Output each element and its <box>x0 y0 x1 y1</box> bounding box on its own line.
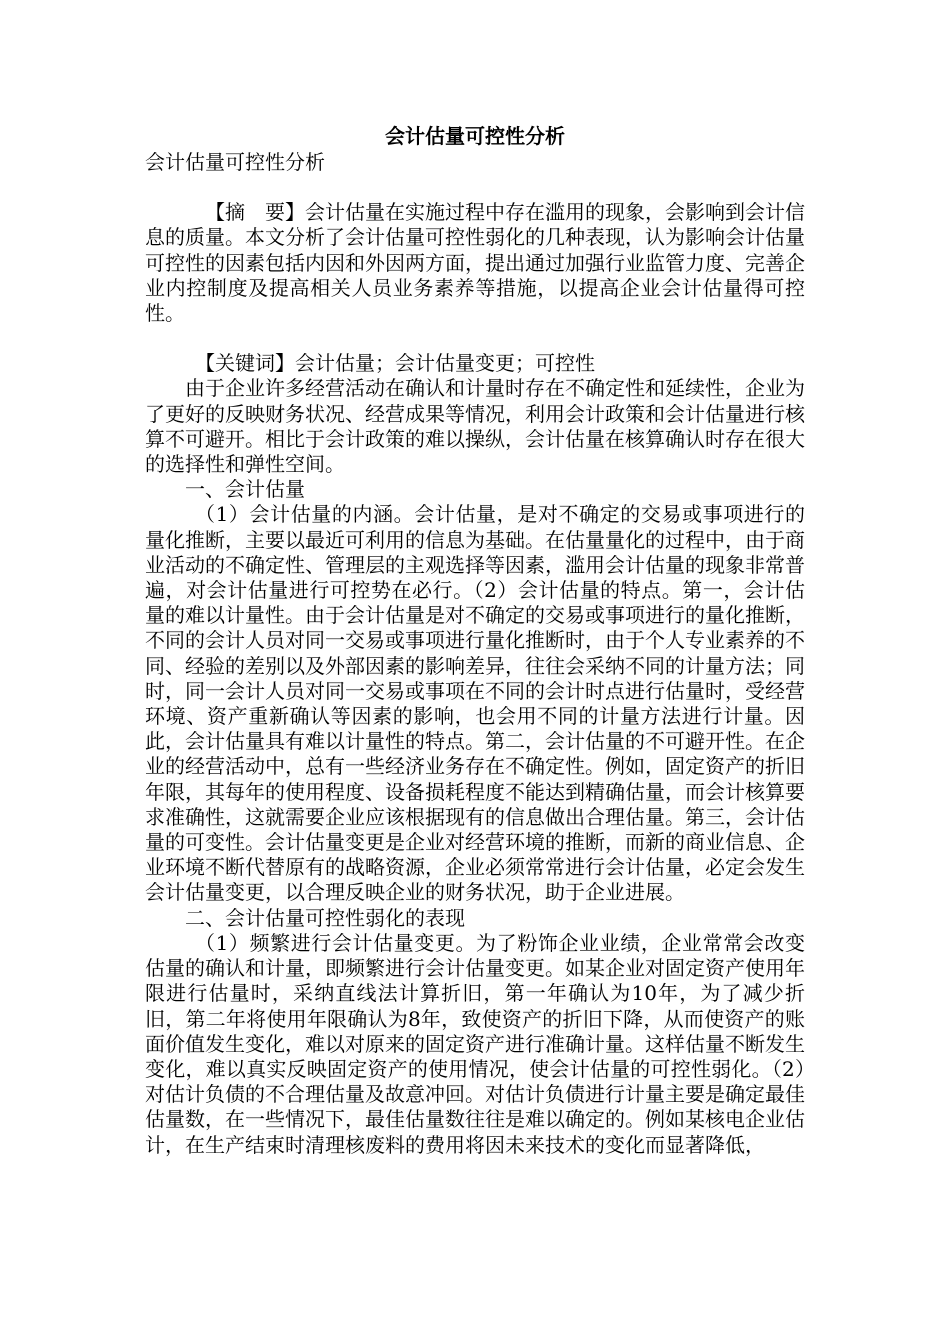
keywords-paragraph: 【关键词】会计估量；会计估量变更；可控性 <box>195 351 595 376</box>
section-body-2: （1）频繁进行会计估量变更。为了粉饰企业业绩，企业常常会改变估量的确认和计量，即频繁进行会计估量变更。如某企业对固定资产使用年限进行估量时，采纳直线法计算折旧，第一年确认为10年，为了减少折旧，第二年将使用年限确认为8年，致使资产的折旧下降，从而使资产的账面价值发生变化，难以对原来的固定资产进行准确计量。这样估量不断发生变化，难以真实反映固定资产的使用情况，使会计估量的可控性弱化。（2）对估计负债的不合理估量及故意冲回。对估计负债进行计量主要是确定最佳估量数，在一些情况下，最佳估量数往往是难以确定的。例如某核电企业估计，在生产结束时清理核废料的费用将因未来技术的变化而显著降低， <box>145 930 805 1157</box>
abstract-paragraph: 【摘 要】会计估量在实施过程中存在滥用的现象，会影响到会计信息的质量。本文分析了会计估量可控性弱化的几种表现，认为影响会计估量可控性的因素包括内因和外因两方面，提出通过加强行业监管力度、完善企业内控制度及提高相关人员业务素养等措施，以提高企业会计估量得可控性。 <box>145 200 805 326</box>
intro-paragraph: 由于企业许多经营活动在确认和计量时存在不确定性和延续性，企业为了更好的反映财务状况、经营成果等情况，利用会计政策和会计估量进行核算不可避开。相比于会计政策的难以操纵，会计估量在核算确认时存在很大的选择性和弹性空间。 <box>145 376 805 477</box>
blank-line <box>145 175 805 200</box>
document-title: 会计估量可控性分析 <box>385 124 565 148</box>
document-subtitle: 会计估量可控性分析 <box>145 150 325 174</box>
section-heading-2: 二、会计估量可控性弱化的表现 <box>185 905 465 930</box>
section-body-1: （1）会计估量的内涵。会计估量，是对不确定的交易或事项进行的量化推断，主要以最近可利用的信息为基础。在估量量化的过程中，由于商业活动的不确定性、管理层的主观选择等因素，滥用会计估量的现象非常普遍，对会计估量进行可控势在必行。（2）会计估量的特点。第一，会计估量的难以计量性。由于会计估量是对不确定的交易或事项进行的量化推断，不同的会计人员对同一交易或事项进行量化推断时，由于个人专业素养的不同、经验的差别以及外部因素的影响差异，往往会采纳不同的计量方法；同时，同一会计人员对同一交易或事项在不同的会计时点进行估量时，受经营环境、资产重新确认等因素的影响，也会用不同的计量方法进行计量。因此，会计估量具有难以计量性的特点。第二，会计估量的不可避开性。在企业的经营活动中，总有一些经济业务存在不确定性。例如，固定资产的折旧年限，其每年的使用程度、设备损耗程度不能达到精确估量，而会计核算要求准确性，这就需要企业应该根据现有的信息做出合理估量。第三，会计估量的可变性。会计估量变更是企业对经营环境的推断，而新的商业信息、企业环境不断代替原有的战略资源，企业必须常常进行会计估量，必定会发生会计估量变更，以合理反映企业的财务状况，助于企业进展。 <box>145 502 805 905</box>
blank-line <box>145 326 805 351</box>
section-heading-1: 一、会计估量 <box>185 477 305 502</box>
document-page <box>145 122 805 1158</box>
